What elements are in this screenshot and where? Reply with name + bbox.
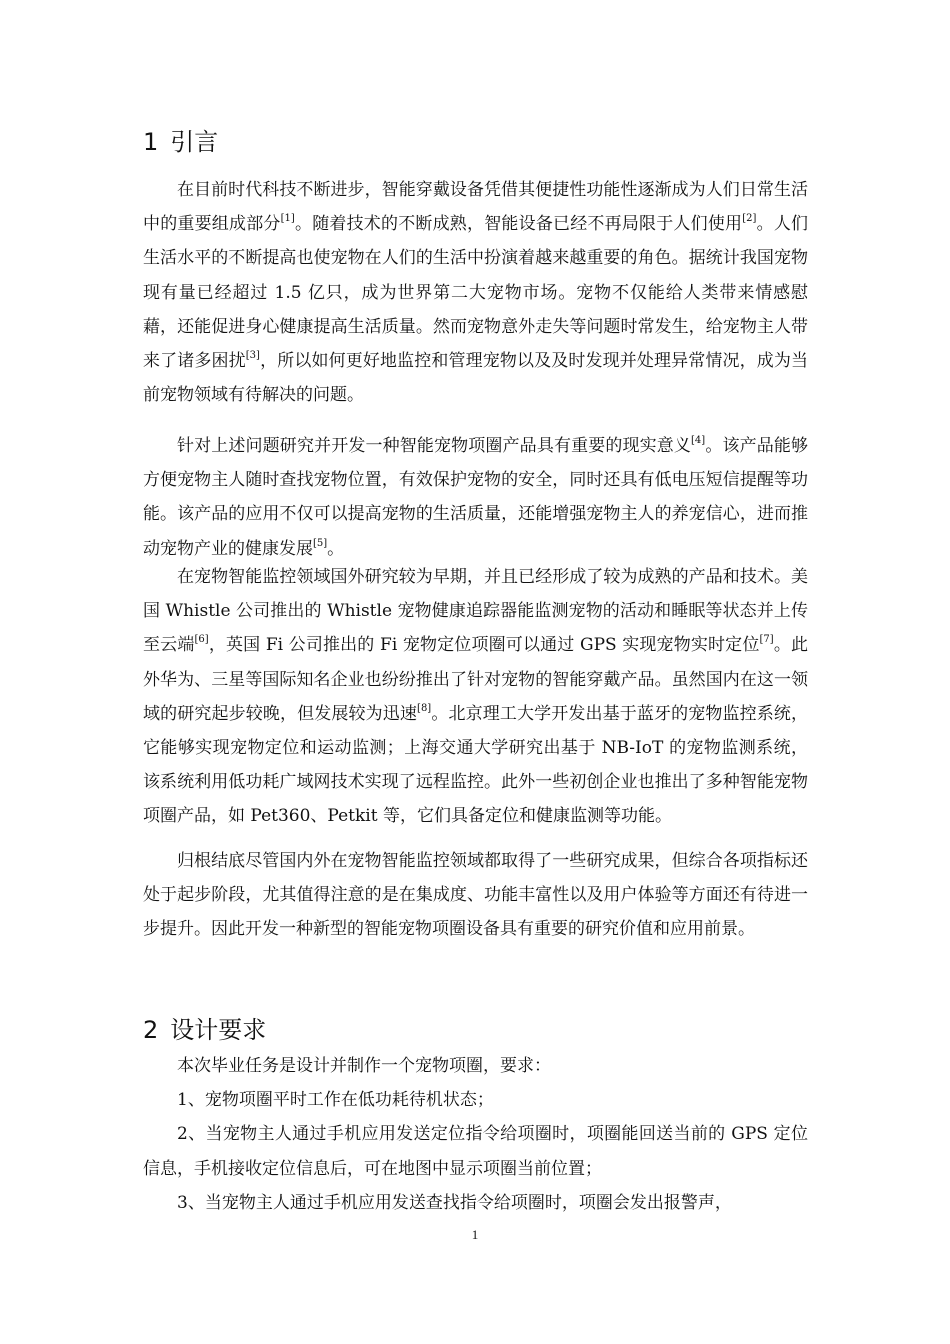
intro-paragraph-3 — [143, 560, 808, 834]
citation-marker: [6] — [194, 634, 209, 646]
citation-marker: [4] — [691, 435, 706, 446]
text-segment: 。此外华为、三星等国际知名企业也纷纷推出了针对宠物的智能穿戴产品。虽然国内在这一领域的研究起步较晚，但发展较为迅速 — [143, 635, 808, 724]
text-segment: 归根结底尽管国内外在宠物智能监控领域都取得了一些研究成果，但综合各项指标还处于起步阶段，尤其值得注意的是在集成度、功能丰富性以及用户体验等方面还有待进一步提升。因此开发一种新型的智能宠物项圈设备具有重要的研究价值和应用前景。 — [143, 851, 808, 940]
paragraph-text — [143, 429, 808, 566]
citation-marker: [2] — [742, 213, 757, 225]
requirement-item-1: 1、宠物项圈平时工作在低功耗待机状态； — [177, 1090, 494, 1111]
section-1-title: 引言 — [170, 128, 219, 156]
section-1-heading — [143, 126, 218, 158]
requirement-item-3: 3、当宠物主人通过手机应用发送查找指令给项圈时，项圈会发出报警声， — [177, 1192, 732, 1213]
section-2-heading — [143, 1014, 266, 1046]
requirements-block — [143, 1049, 808, 1220]
requirements-intro: 本次毕业任务是设计并制作一个宠物项圈，要求： — [177, 1056, 551, 1076]
paragraph-text — [143, 173, 808, 412]
requirement-item-2: 2、当宠物主人通过手机应用发送定位指令给项圈时，项圈能回送当前的 GPS 定位信息，手机接收定位信息后，可在地图中显示项圈当前位置； — [143, 1124, 808, 1179]
text-segment: 针对上述问题研究并开发一种智能宠物项圈产品具有重要的现实意义 — [177, 436, 692, 456]
text-segment: 。 — [327, 538, 345, 559]
text-segment: ，所以如何更好地监控和管理宠物以及及时发现并处理异常情况，成为当前宠物领域有待解决的问题。 — [143, 351, 809, 406]
intro-paragraph-2 — [143, 429, 808, 566]
intro-paragraph-4 — [143, 844, 808, 947]
text-segment: 。北京理工大学开发出基于蓝牙的宠物监控系统，它能够实现宠物定位和运动监测；上海交通大学研究出基于 NB-IoT 的宠物监测系统，该系统利用低功耗广域网技术实现了远程监控。此外一些初创企业也推出了多种智能宠物项圈产品，如 Pet360、Petkit 等，它们具备定位和健康监测等功能。 — [143, 703, 809, 827]
page-number: 1 — [471, 1227, 479, 1242]
citation-marker: [1] — [280, 213, 295, 225]
text-segment: 。人们生活水平的不断提高也使宠物在人们的生活中扮演着越来越重要的角色。据统计我国宠物现有量已经超过 1.5 亿只，成为世界第二大宠物市场。宠物不仅能给人类带来情感慰藉，还能促进身心健康提高生活质量。然而宠物意外走失等问题时常发生，给宠物主人带来了诸多困扰 — [143, 214, 809, 372]
text-segment: 在目前时代科技不断进步，智能穿戴设备凭借其便捷性功能性逐渐成为人们日常生活中的重要组成部分 — [143, 180, 808, 235]
section-2-number: 2 — [143, 1016, 159, 1044]
paragraph-text — [143, 844, 808, 947]
text-segment: 在宠物智能监控领域国外研究较为早期，并且已经形成了较为成熟的产品和技术。美国 Whistle 公司推出的 Whistle 宠物健康追踪器能监测宠物的活动和睡眠等状态并上传至云端 — [143, 567, 808, 656]
text-segment: 。随着技术的不断成熟，智能设备已经不再局限于人们使用 — [294, 214, 743, 235]
text-segment: ，英国 Fi 公司推出的 Fi 宠物定位项圈可以通过 GPS 实现宠物实时定位 — [208, 635, 760, 656]
citation-marker: [3] — [245, 350, 260, 362]
paragraph-text — [143, 560, 808, 834]
section-2-title: 设计要求 — [170, 1016, 267, 1044]
citation-marker: [8] — [417, 702, 432, 714]
citation-marker: [7] — [759, 634, 774, 646]
citation-marker: [5] — [313, 537, 328, 549]
intro-paragraph-1 — [143, 173, 808, 412]
text-segment: 。该产品能够方便宠物主人随时查找宠物位置，有效保护宠物的安全，同时还具有低电压短信提醒等功能。该产品的应用不仅可以提高宠物的生活质量，还能增强宠物主人的养宠信心，进而推动宠物产业的健康发展 — [143, 436, 809, 559]
section-1-number: 1 — [143, 128, 159, 156]
